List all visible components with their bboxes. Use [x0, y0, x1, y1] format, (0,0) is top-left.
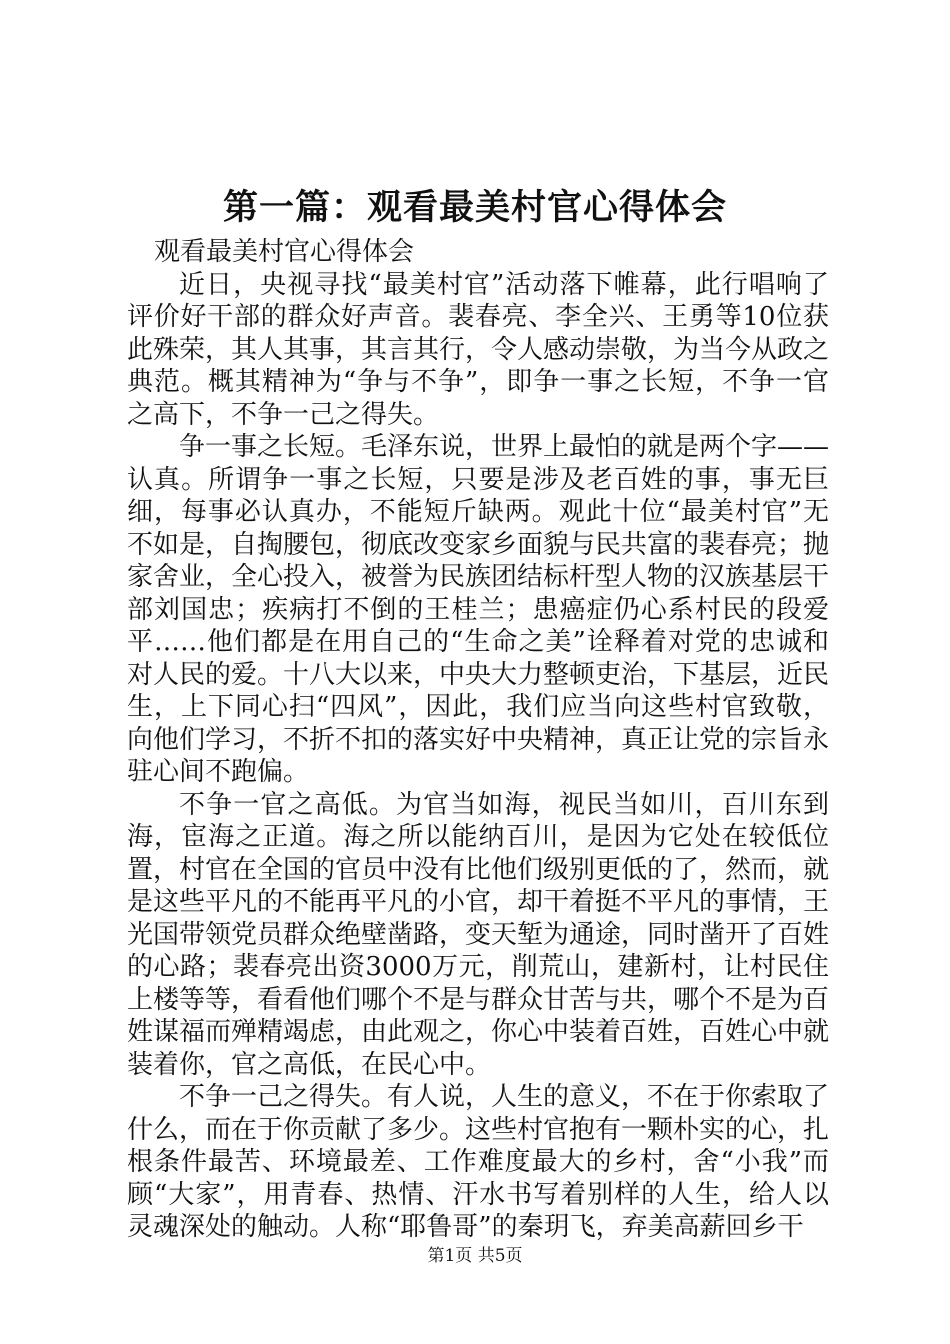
paragraph-intro: 近日，央视寻找“最美村官”活动落下帷幕，此行唱响了评价好干部的群众好声音。裴春亮、李全兴、王勇等10位获此殊荣，其人其事，其言其行，令人感动崇敬，为当今从政之典范。概其精神为“争与不争”，即争一事之长短，不争一官之高下，不争一己之得失。 [127, 269, 830, 430]
paragraph-contend-for-matters: 争一事之长短。毛泽东说，世界上最怕的就是两个字——认真。所谓争一事之长短，只要是涉及老百姓的事，事无巨细，每事必认真办，不能短斤缺两。观此十位“最美村官”无不如是，自掏腰包，彻底改变家乡面貌与民共富的裴春亮；抛家舍业，全心投入，被誉为民族团结标杆型人物的汉族基层干部刘国忠；疾病打不倒的王桂兰；患癌症仍心系村民的段爱平……他们都是在用自己的“生命之美”诠释着对党的忠诚和对人民的爱。十八大以来，中央大力整顿吏治，下基层，近民生，上下同心扫“四风”，因此，我们应当向这些村官致敬，向他们学习，不折不扣的落实好中央精神，真正让党的宗旨永驻心间不跑偏。 [127, 432, 830, 787]
document-body [127, 236, 829, 1244]
page-number-footer: 第1页 共5页 [427, 1246, 523, 1266]
document-subtitle: 观看最美村官心得体会 [154, 237, 415, 267]
paragraph-not-contend-for-self: 不争一己之得失。有人说，人生的意义，不在于你索取了什么，而在于你贡献了多少。这些村官抱有一颗朴实的心，扎根条件最苦、环境最差、工作难度最大的乡村，舍“小我”而顾“大家”，用青春、热情、汗水书写着别样的人生，给人以灵魂深处的触动。人称“耶鲁哥”的秦玥飞，弃美高薪回乡干 [127, 1082, 830, 1242]
paragraph-not-contend-for-rank: 不争一官之高低。为官当如海，视民当如川，百川东到海，宦海之正道。海之所以能纳百川，是因为它处在较低位置，村官在全国的官员中没有比他们级别更低的了，然而，就是这些平凡的不能再平凡的小官，却干着挺不平凡的事情，王光国带领党员群众绝壁凿路，变天堑为通途，同时凿开了百姓的心路；裴春亮出资3000万元，削荒山，建新村，让村民住上楼等等，看看他们哪个不是与群众甘苦与共，哪个不是为百姓谋福而殚精竭虑，由此观之，你心中装着百姓，百姓心中就装着你，官之高低，在民心中。 [127, 789, 830, 1080]
document-title: 第一篇：观看最美村官心得体会 [222, 187, 727, 228]
